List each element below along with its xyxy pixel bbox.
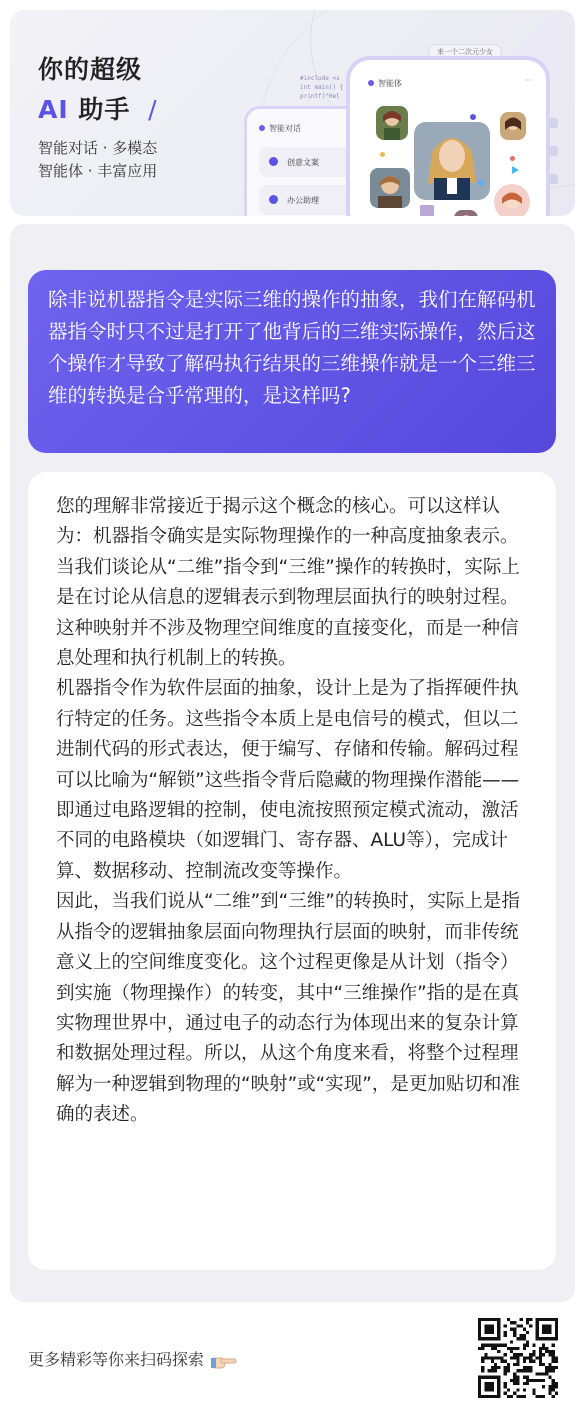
avatar-image-featured xyxy=(414,122,490,200)
avatar-image xyxy=(494,184,530,216)
office-icon xyxy=(269,195,278,204)
mock-code-snippet xyxy=(300,74,343,101)
user-message-bubble xyxy=(28,270,556,453)
decorative-dot xyxy=(510,156,515,161)
code-line: #include <s xyxy=(300,75,340,82)
decorative-dot xyxy=(478,180,484,186)
avatar-image xyxy=(454,210,478,216)
mock-menu-item xyxy=(259,147,359,177)
app-logo-icon xyxy=(368,80,374,86)
decorative-dot xyxy=(380,152,385,157)
avatar-image xyxy=(370,168,410,208)
header-title-slash: / xyxy=(148,95,158,124)
more-icon: ··· xyxy=(524,76,532,85)
header-banner xyxy=(10,10,575,216)
code-line: int main() { xyxy=(300,84,344,91)
avatar-image xyxy=(420,204,434,216)
decorative-dot xyxy=(470,114,476,120)
avatar-image xyxy=(500,112,526,140)
microphone-icon xyxy=(548,174,558,184)
code-line: printf("Hel xyxy=(300,93,340,100)
mock-menu-item-label: 办公助理 xyxy=(287,196,319,205)
ai-response-paragraph: 您的理解非常接近于揭示这个概念的核心。可以这样认为：机器指令确实是实际物理操作的一种高度抽象表示。当我们谈论从“二维”指令到“三维”操作的转换时，实际上是在讨论从信息的逻辑表示到物理层面执行的映射过程。这种映射并不涉及物理空间维度的直接变化，而是一种信息处理和执行机制上的转换。 xyxy=(56,496,520,670)
mock-back-title: 智能对话 xyxy=(269,124,301,133)
mock-menu-item xyxy=(259,185,359,215)
side-tool-icons xyxy=(548,118,562,208)
ai-response-paragraph: 因此，当我们说从“二维”到“三维”的转换时，实际上是指从指令的逻辑抽象层面向物理执行层面的映射，而非传统意义上的空间维度变化。这个过程更像是从计划（指令）到实施（物理操作）的转变，其中“三维操作”指的是在真实物理世界中，通过电子的动态行为体现出来的复杂计算和数据处理过程。所以，从这个角度来看，将整个过程理解为一种逻辑到物理的“映射”或“实现”，是更加贴切和准确的表述。 xyxy=(56,891,520,1126)
qr-code[interactable] xyxy=(478,1318,558,1398)
waveform-icon xyxy=(548,118,558,128)
pointing-hand-icon xyxy=(211,1354,237,1368)
avatar-image xyxy=(376,106,408,140)
mock-front-title: 智能体 xyxy=(378,79,402,88)
waveform-icon xyxy=(548,146,558,156)
header-subtitle-line1: 智能对话 · 多模态 xyxy=(38,139,158,157)
header-title-line2 xyxy=(38,90,158,126)
ai-response-bubble xyxy=(28,472,556,1270)
footer-cta xyxy=(28,1347,237,1370)
footer-cta-text: 更多精彩等你来扫码探索 xyxy=(28,1350,205,1369)
header-subtitle-line2: 智能体 · 丰富应用 xyxy=(38,162,158,180)
ai-response-paragraph: 机器指令作为软件层面的抽象，设计上是为了指挥硬件执行特定的任务。这些指令本质上是电信号的模式，但以二进制代码的形式表达，便于编写、存储和传输。解码过程可以比喻为“解锁”这些指令背后隐藏的物理操作潜能——即通过电路逻辑的控制，使电流按照预定模式流动，激活不同的电路模块（如逻辑门、寄存器、ALU等），完成计算、数据移动、控制流改变等操作。 xyxy=(56,678,520,882)
header-title-rest: 助手 xyxy=(78,95,131,124)
mock-menu-item-label: 创意文案 xyxy=(287,158,319,167)
chat-icon xyxy=(269,157,278,166)
app-logo-icon xyxy=(259,125,265,131)
header-title-line1: 你的超级 xyxy=(38,55,143,84)
mock-phone-front xyxy=(346,56,550,216)
mock-prompt-tag: 来一个二次元少女 xyxy=(428,44,502,60)
header-title-ai: AI xyxy=(38,95,69,124)
user-message-text: 除非说机器指令是实际三维的操作的抽象，我们在解码机器指令时只不过是打开了他背后的三维实际操作，然后这个操作才导致了解码执行结果的三维操作就是一个三维三维的转换是合乎常理的，是这样吗? xyxy=(48,288,536,407)
play-icon xyxy=(512,166,519,174)
